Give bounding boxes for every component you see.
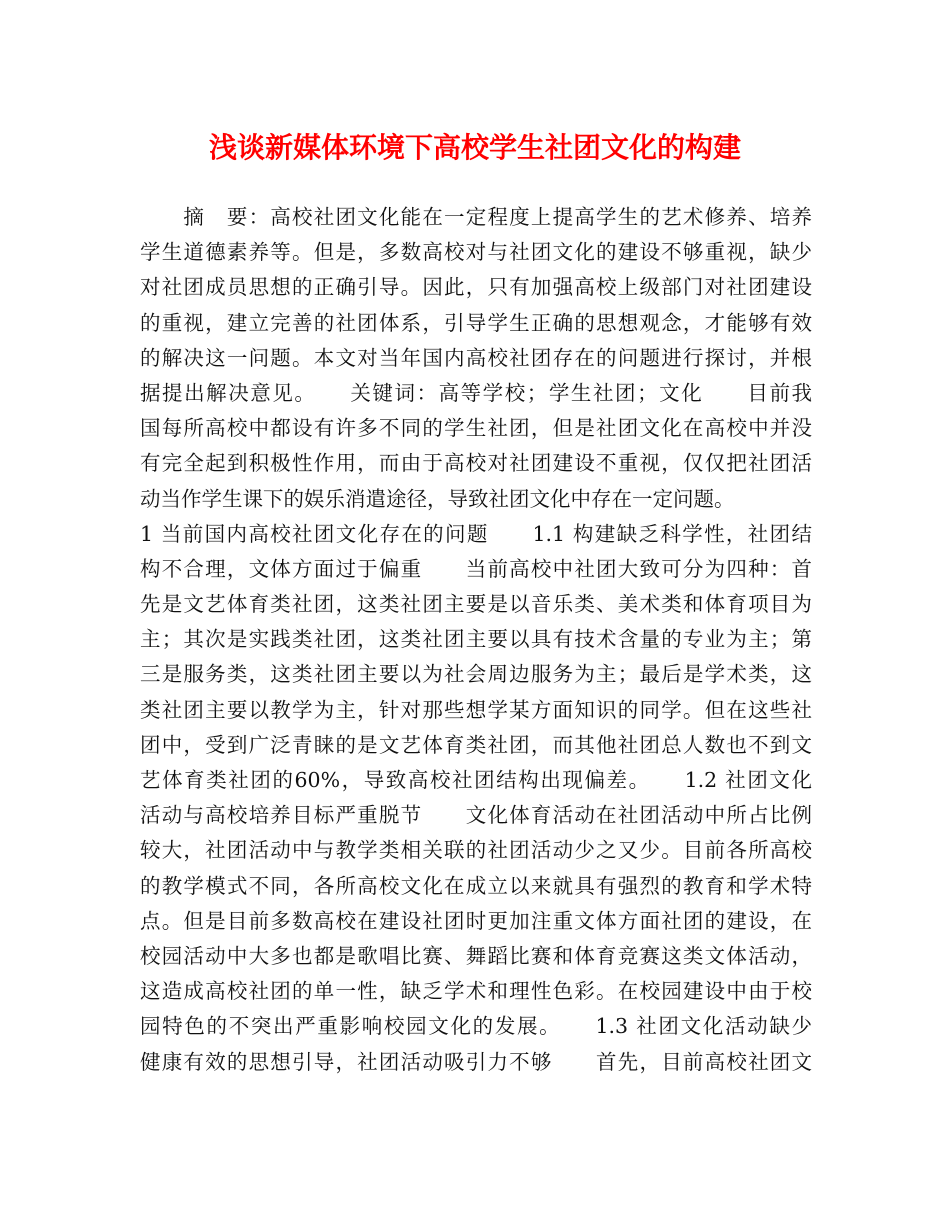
body-line: 动当作学生课下的娱乐消遣途径，导致社团文化中存在一定问题。 <box>140 486 735 511</box>
body-line: 三是服务类，这类社团主要以为社会周边服务为主；最后是学术类，这 <box>140 662 812 687</box>
body-line: 学生道德素养等。但是，多数高校对与社团文化的建设不够重视，缺少 <box>140 240 812 265</box>
body-line: 活动与高校培养目标严重脱节 文化体育活动在社团活动中所占比例 <box>140 803 812 828</box>
body-line: 这造成高校社团的单一性，缺乏学术和理性色彩。在校园建设中由于校 <box>140 979 812 1004</box>
body-line: 有完全起到积极性作用，而由于高校对社团建设不重视，仅仅把社团活 <box>140 451 812 476</box>
body-line: 的解决这一问题。本文对当年国内高校社团存在的问题进行探讨，并根 <box>140 345 812 370</box>
body-line: 国每所高校中都设有许多不同的学生社团，但是社团文化在高校中并没 <box>140 416 812 441</box>
body-line: 据提出解决意见。 关键词：高等学校；学生社团；文化 目前我 <box>140 380 812 405</box>
document-title: 浅谈新媒体环境下高校学生社团文化的构建 <box>208 131 741 164</box>
body-line: 对社团成员思想的正确引导。因此，只有加强高校上级部门对社团建设 <box>140 275 812 300</box>
body-line: 摘 要：高校社团文化能在一定程度上提高学生的艺术修养、培养 <box>140 205 812 229</box>
body-line: 较大，社团活动中与教学类相关联的社团活动少之又少。目前各所高校 <box>140 838 812 863</box>
body-line: 主；其次是实践类社团，这类社团主要以具有技术含量的专业为主；第 <box>140 627 812 652</box>
body-line: 团中，受到广泛青睐的是文艺体育类社团，而其他社团总人数也不到文 <box>140 732 812 757</box>
body-line: 校园活动中大多也都是歌唱比赛、舞蹈比赛和体育竞赛这类文体活动， <box>140 943 812 968</box>
body-line: 点。但是目前多数高校在建设社团时更加注重文体方面社团的建设，在 <box>140 908 812 933</box>
body-line: 艺体育类社团的60%，导致高校社团结构出现偏差。 1.2 社团文化 <box>140 768 812 792</box>
body-line: 健康有效的思想引导，社团活动吸引力不够 首先，目前高校社团文 <box>140 1049 812 1074</box>
document-body <box>140 200 812 1080</box>
body-line: 构不合理，文体方面过于偏重 当前高校中社团大致可分为四种：首 <box>140 556 812 581</box>
body-line: 园特色的不突出严重影响校园文化的发展。 1.3 社团文化活动缺少 <box>140 1014 812 1039</box>
body-line: 先是文艺体育类社团，这类社团主要是以音乐类、美术类和体育项目为 <box>140 592 812 617</box>
body-line: 1 当前国内高校社团文化存在的问题 1.1 构建缺乏科学性，社团结 <box>140 521 812 546</box>
body-line: 类社团主要以教学为主，针对那些想学某方面知识的同学。但在这些社 <box>140 697 812 722</box>
body-line: 的重视，建立完善的社团体系，引导学生正确的思想观念，才能够有效 <box>140 310 812 335</box>
body-line: 的教学模式不同，各所高校文化在成立以来就具有强烈的教育和学术特 <box>140 873 812 898</box>
